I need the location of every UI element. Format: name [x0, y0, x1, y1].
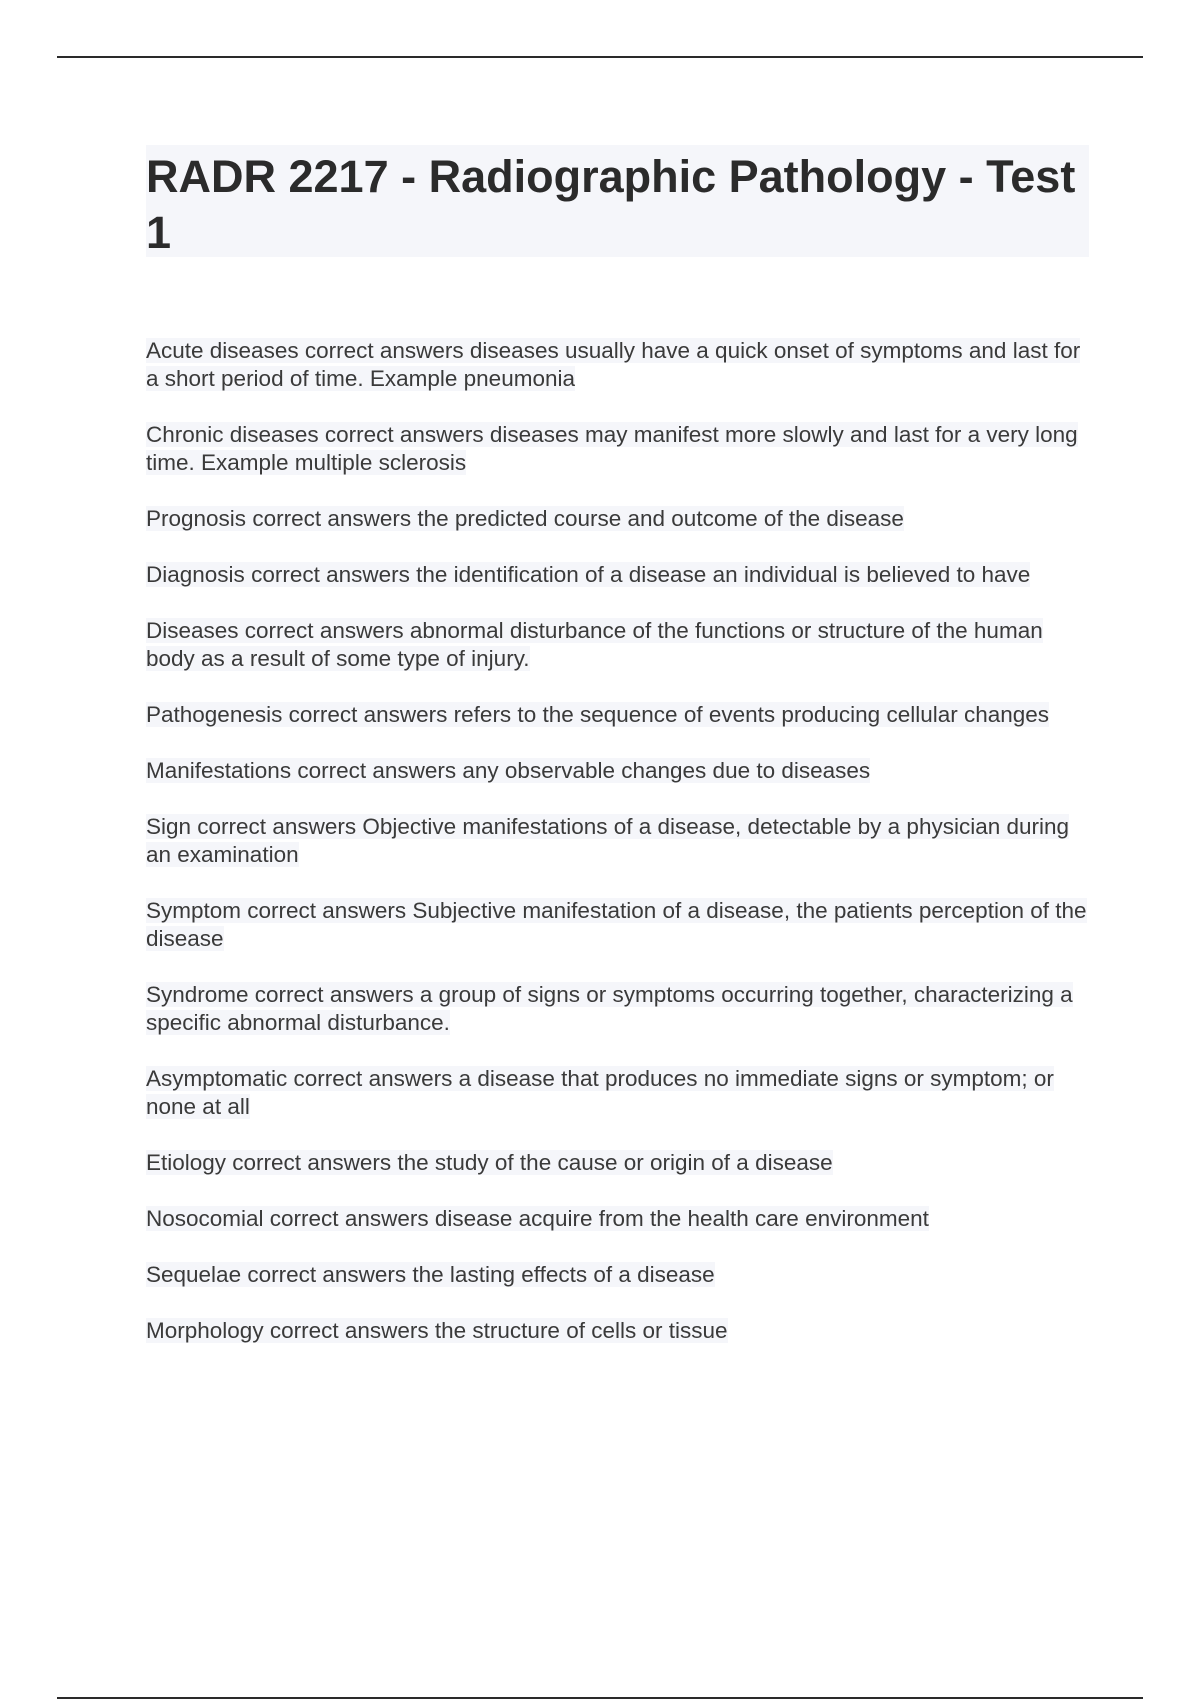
entry-term: Chronic diseases [146, 422, 319, 447]
entry-term: Etiology [146, 1150, 227, 1175]
entry-term: Nosocomial [146, 1206, 264, 1231]
list-item [146, 1317, 1089, 1345]
entry-term: Manifestations [146, 758, 292, 783]
entry-separator: correct answers [246, 506, 418, 531]
bottom-rule [57, 1697, 1143, 1699]
list-item [146, 897, 1089, 953]
list-item [146, 701, 1089, 729]
entry-term: Pathogenesis [146, 702, 283, 727]
entry-separator: correct answers [241, 898, 413, 923]
entry-term: Sequelae [146, 1262, 242, 1287]
top-rule [57, 56, 1143, 58]
entry-separator: correct answers [241, 1262, 413, 1287]
entry-separator: correct answers [191, 814, 363, 839]
flashcard-list [146, 337, 1089, 1373]
entry-term: Sign [146, 814, 192, 839]
list-item [146, 757, 1089, 785]
entry-answer: a group of signs or symptoms occurring together, characterizing a specific abnormal disturbance. [146, 982, 1073, 1035]
entry-term: Acute diseases [146, 338, 299, 363]
list-item [146, 813, 1089, 869]
entry-term: Syndrome [146, 982, 249, 1007]
entry-separator: correct answers [291, 758, 463, 783]
list-item [146, 505, 1089, 533]
entry-answer: Objective manifestations of a disease, detectable by a physician during an examination [146, 814, 1070, 867]
list-item [146, 421, 1089, 477]
page-title: RADR 2217 - Radiographic Pathology - Test 1 [146, 151, 1076, 258]
entry-answer: abnormal disturbance of the functions or structure of the human body as a result of some type of injury. [146, 618, 1043, 671]
entry-separator: correct answers [298, 338, 470, 363]
entry-answer: the predicted course and outcome of the disease [417, 506, 904, 531]
entry-separator: correct answers [244, 562, 417, 587]
list-item [146, 337, 1089, 393]
entry-answer: the study of the cause or origin of a disease [397, 1150, 833, 1175]
entry-answer: any observable changes due to diseases [462, 758, 871, 783]
entry-separator: correct answers [238, 618, 410, 643]
entry-answer: refers to the sequence of events producing cellular changes [453, 702, 1050, 727]
list-item [146, 617, 1089, 673]
entry-separator: correct answers [263, 1206, 435, 1231]
entry-separator: correct answers [318, 422, 490, 447]
list-item [146, 1149, 1089, 1177]
entry-separator: correct answers [282, 702, 454, 727]
entry-answer: the identification of a disease an individual is believed to have [416, 562, 1031, 587]
entry-answer: disease acquire from the health care environment [434, 1206, 929, 1231]
entry-term: Morphology [146, 1318, 264, 1343]
entry-separator: correct answers [248, 982, 420, 1007]
entry-answer: the lasting effects of a disease [412, 1262, 715, 1287]
entry-term: Asymptomatic [146, 1066, 288, 1091]
entry-term: Diseases [146, 618, 239, 643]
list-item [146, 1261, 1089, 1289]
entry-answer: diseases may manifest more slowly and last for a very long time. Example multiple sclerosis [146, 422, 1078, 475]
entry-separator: correct answers [263, 1318, 435, 1343]
title-block [146, 145, 1089, 257]
entry-term: Diagnosis [146, 562, 245, 587]
entry-term: Prognosis [146, 506, 247, 531]
list-item [146, 1065, 1089, 1121]
entry-answer: diseases usually have a quick onset of symptoms and last for a short period of time. Example pneumonia [146, 338, 1081, 391]
list-item [146, 1205, 1089, 1233]
entry-separator: correct answers [226, 1150, 398, 1175]
entry-answer: the structure of cells or tissue [434, 1318, 728, 1343]
entry-answer: Subjective manifestation of a disease, the patients perception of the disease [146, 898, 1087, 951]
entry-answer: a disease that produces no immediate signs or symptom; or none at all [146, 1066, 1054, 1119]
entry-term: Symptom [146, 898, 242, 923]
entry-separator: correct answers [287, 1066, 459, 1091]
list-item [146, 561, 1089, 589]
list-item [146, 981, 1089, 1037]
